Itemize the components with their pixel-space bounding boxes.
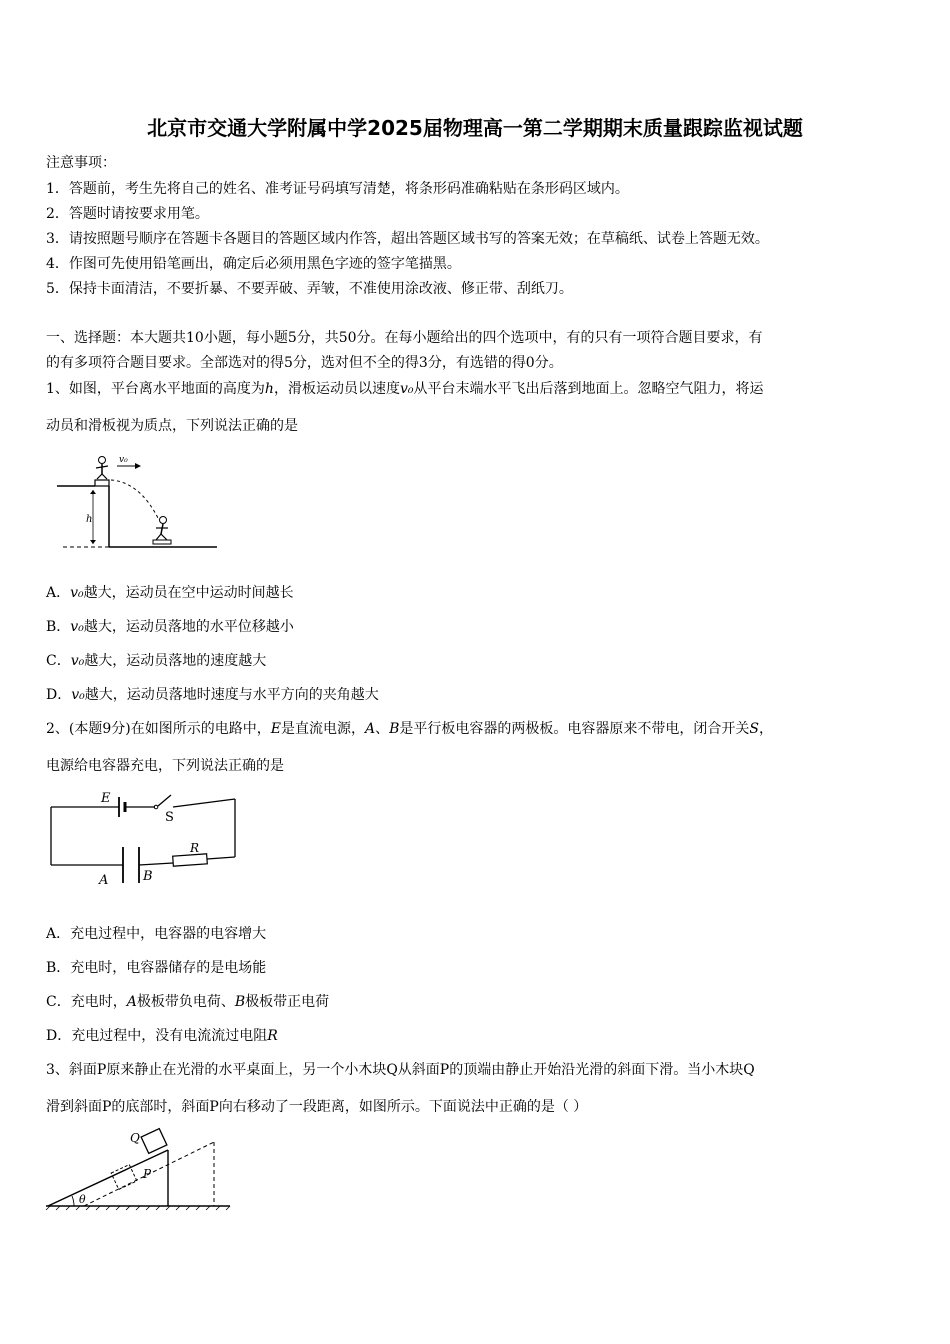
section-intro-line1: 一、选择题：本大题共10小题，每小题5分，共50分。在每小题给出的四个选项中，有的只有一项符合题目要求，有 <box>46 330 763 346</box>
notice-item-4: 4．作图可先使用铅笔画出，确定后必须用黑色字迹的签字笔描黑。 <box>46 256 461 272</box>
q2-option-a: A．充电过程中，电容器的电容增大 <box>46 926 267 942</box>
fig-label-p: P <box>143 1167 152 1181</box>
fig-label-theta: θ <box>79 1193 86 1206</box>
notice-item-5: 5．保持卡面清洁，不要折暴、不要弄破、弄皱，不准使用涂改液、修正带、刮纸刀。 <box>46 281 573 297</box>
fig-label-s: S <box>165 810 174 825</box>
q1-stem-line2: 动员和滑板视为质点，下列说法正确的是 <box>46 418 298 434</box>
fig-label-h: h <box>86 514 93 525</box>
var-h: h <box>264 381 274 397</box>
q1-stem-line1: 1、如图，平台离水平地面的高度为h，滑板运动员以速度v₀从平台末端水平飞出后落到地面上。忽略空气阻力，将运 <box>46 381 764 397</box>
fig-label-b: B <box>143 869 153 884</box>
fig-label-r: R <box>190 841 200 855</box>
q2-figure-circuit <box>45 785 245 890</box>
q2-stem-line2: 电源给电容器充电，下列说法正确的是 <box>46 758 284 774</box>
q1-option-a: A．v₀越大，运动员在空中运动时间越长 <box>46 585 294 601</box>
q2-option-b: B．充电时，电容器储存的是电场能 <box>46 960 267 976</box>
notice-heading: 注意事项： <box>46 155 116 171</box>
fig-label-e: E <box>101 791 111 806</box>
page-title: 北京市交通大学附属中学2025届物理高一第二学期期末质量跟踪监视试题 <box>147 116 803 140</box>
fig-label-a: A <box>99 873 109 888</box>
q3-figure-incline <box>44 1120 234 1215</box>
q2-stem-line1: 2、(本题9分)在如图所示的电路中，E是直流电源，A、B是平行板电容器的两极板。电容器原来不带电，闭合开关S， <box>46 721 773 737</box>
section-intro-line2: 的有多项符合题目要求。全部选对的得5分，选对但不全的得3分，有选错的得0分。 <box>46 355 563 371</box>
q3-stem-line2: 滑到斜面P的底部时，斜面P向右移动了一段距离，如图所示。下面说法中正确的是（ ） <box>46 1099 588 1115</box>
q1-figure-skateboard <box>55 450 225 555</box>
notice-item-2: 2．答题时请按要求用笔。 <box>46 206 209 222</box>
notice-item-3: 3．请按照题号顺序在答题卡各题目的答题区域内作答，超出答题区域书写的答案无效；在草稿纸、试卷上答题无效。 <box>46 231 769 247</box>
var-v0: v₀ <box>399 381 414 397</box>
q2-option-c: C．充电时，A极板带负电荷、B极板带正电荷 <box>46 994 330 1010</box>
fig-label-v0: v₀ <box>119 455 128 465</box>
q1-option-d: D．v₀越大，运动员落地时速度与水平方向的夹角越大 <box>46 687 379 703</box>
q3-stem-line1: 3、斜面P原来静止在光滑的水平桌面上，另一个小木块Q从斜面P的顶端由静止开始沿光滑的斜面下滑。当小木块Q <box>46 1062 755 1078</box>
fig-label-q: Q <box>130 1131 140 1145</box>
notice-item-1: 1．答题前，考生先将自己的姓名、准考证号码填写清楚，将条形码准确粘贴在条形码区域内。 <box>46 181 629 197</box>
q2-option-d: D．充电过程中，没有电流流过电阻R <box>46 1028 278 1044</box>
q1-option-c: C．v₀越大，运动员落地的速度越大 <box>46 653 267 669</box>
q1-option-b: B．v₀越大，运动员落地的水平位移越小 <box>46 619 294 635</box>
